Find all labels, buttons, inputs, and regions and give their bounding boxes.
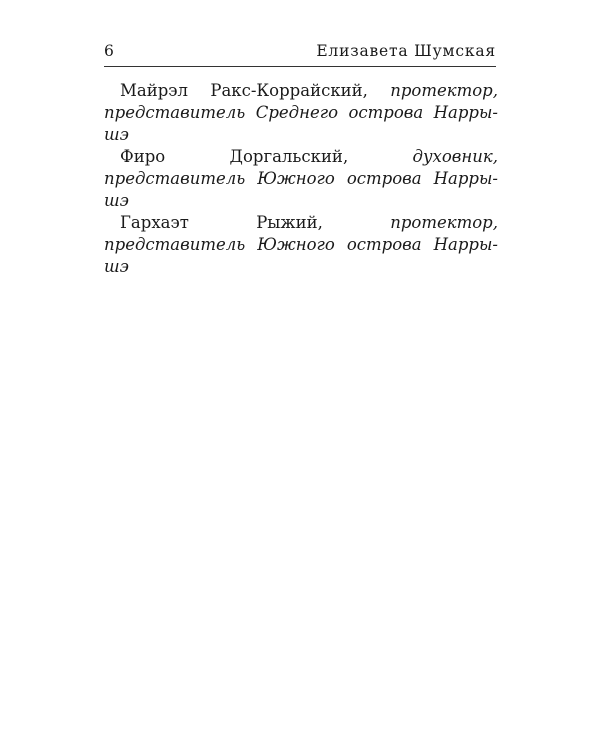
separator: , [362, 81, 391, 100]
header-rule [104, 66, 496, 67]
character-name: Фиро Доргальский [120, 147, 343, 166]
character-description: духовник, представитель Южного острова Нарры-шэ [104, 147, 498, 210]
character-entry [104, 80, 498, 146]
character-description: протектор, представитель Южного острова Нарры-шэ [104, 213, 498, 276]
separator: , [317, 213, 391, 232]
running-title: Елизавета Шумская [316, 42, 496, 60]
character-description: протектор, представитель Среднего острова Нарры-шэ [104, 81, 498, 144]
separator: , [342, 147, 413, 166]
character-entry [104, 212, 498, 278]
character-list [104, 80, 498, 278]
character-entry [104, 146, 498, 212]
running-header [104, 42, 496, 66]
character-name: Майрэл Ракс-Коррайский [120, 81, 363, 100]
page-number: 6 [104, 42, 115, 60]
character-name: Гархаэт Рыжий [120, 213, 318, 232]
